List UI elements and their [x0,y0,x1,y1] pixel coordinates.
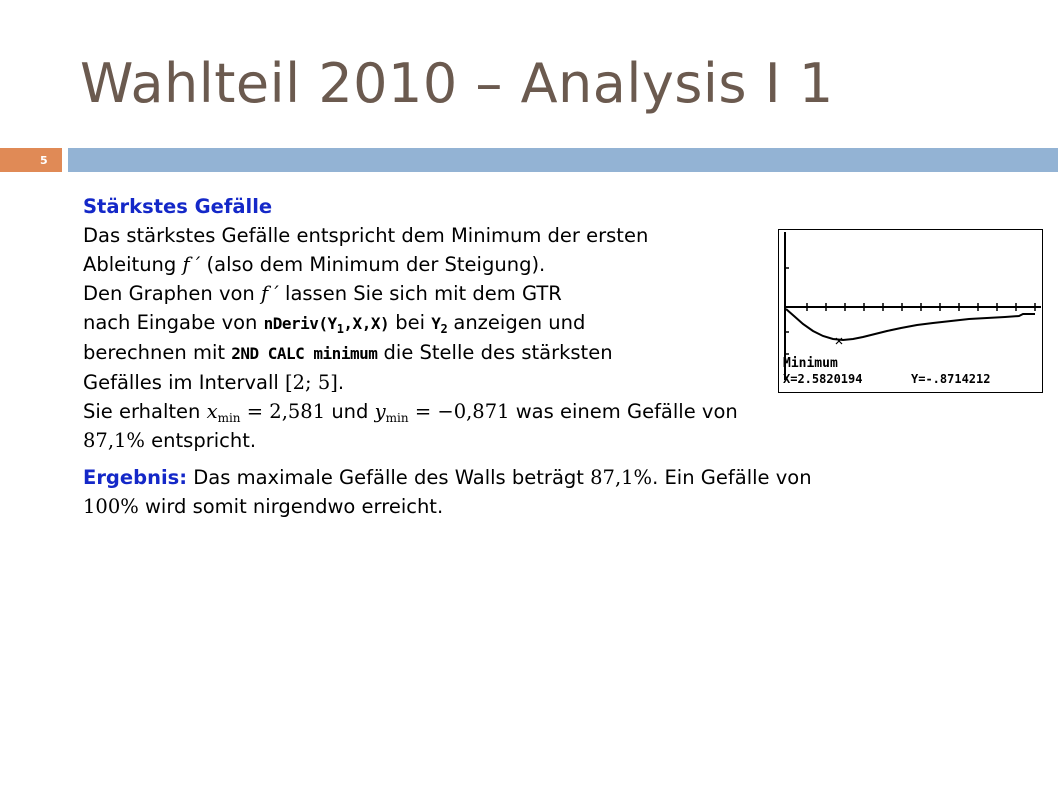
accent-bar [68,148,1058,172]
math-value: = −0,871 [414,400,510,423]
math-x: x [206,400,218,423]
text: berechnen mit [83,341,226,364]
section-heading: Stärkstes Gefälle [83,195,273,218]
math-value: 100% [83,495,139,518]
slide-number: 5 [40,154,48,167]
text: . Ein Gefälle von [652,466,812,489]
text: was einem Gefälle von [515,400,738,423]
text-line-7 [83,397,963,426]
text: Den Graphen von [83,282,255,305]
text: . [337,371,345,394]
text: bei [395,311,426,334]
calc-y2 [431,314,448,336]
text: (also dem Minimum der Steigung). [206,253,546,276]
calc-y-readout: Y=-.8714212 [911,372,991,386]
calc-minimum-label: Minimum [783,356,838,371]
slide-number-box [0,148,62,172]
text: wird somit nirgendwo erreicht. [144,495,444,518]
text: entspricht. [151,429,257,452]
math-y: y [374,400,386,423]
math-interval: [2; 5] [285,371,338,394]
text: Gefälles im Intervall [83,371,279,394]
derivative-curve [786,309,1035,340]
calc-command-minimum: 2ND CALC minimum [231,344,378,363]
math-value: 87,1% [590,466,653,489]
result-line-1 [83,463,963,492]
calculator-screenshot [778,229,1043,393]
calculator-graph [779,230,1042,392]
text: Ableitung [83,253,177,276]
math-f-prime: f ′ [260,282,279,305]
slide-title: Wahlteil 2010 – Analysis I 1 [80,52,834,115]
text: und [331,400,369,423]
math-f-prime: f ′ [182,253,201,276]
subscript: 2 [440,322,448,336]
text: Y [431,314,441,333]
text: Sie erhalten [83,400,201,423]
subscript: min [217,411,241,425]
result-line-2 [83,492,963,521]
calc-x-readout: X=2.5820194 [783,372,863,386]
text: ,X,X) [343,314,390,333]
math-value: 87,1% [83,429,145,452]
text-line-8 [83,426,963,455]
text: nDeriv(Y [263,314,337,333]
text: die Stelle des stärksten [383,341,613,364]
text: Das maximale Gefälle des Walls beträgt [193,466,584,489]
text: anzeigen und [453,311,586,334]
math-value: = 2,581 [246,400,326,423]
subscript: min [385,411,409,425]
subscript: 1 [336,322,344,336]
text: nach Eingabe von [83,311,258,334]
text: Das stärkstes Gefälle entspricht dem Minimum der ersten [83,224,649,247]
text: lassen Sie sich mit dem GTR [285,282,562,305]
calc-command-nderiv [263,314,390,336]
result-label: Ergebnis: [83,466,188,489]
